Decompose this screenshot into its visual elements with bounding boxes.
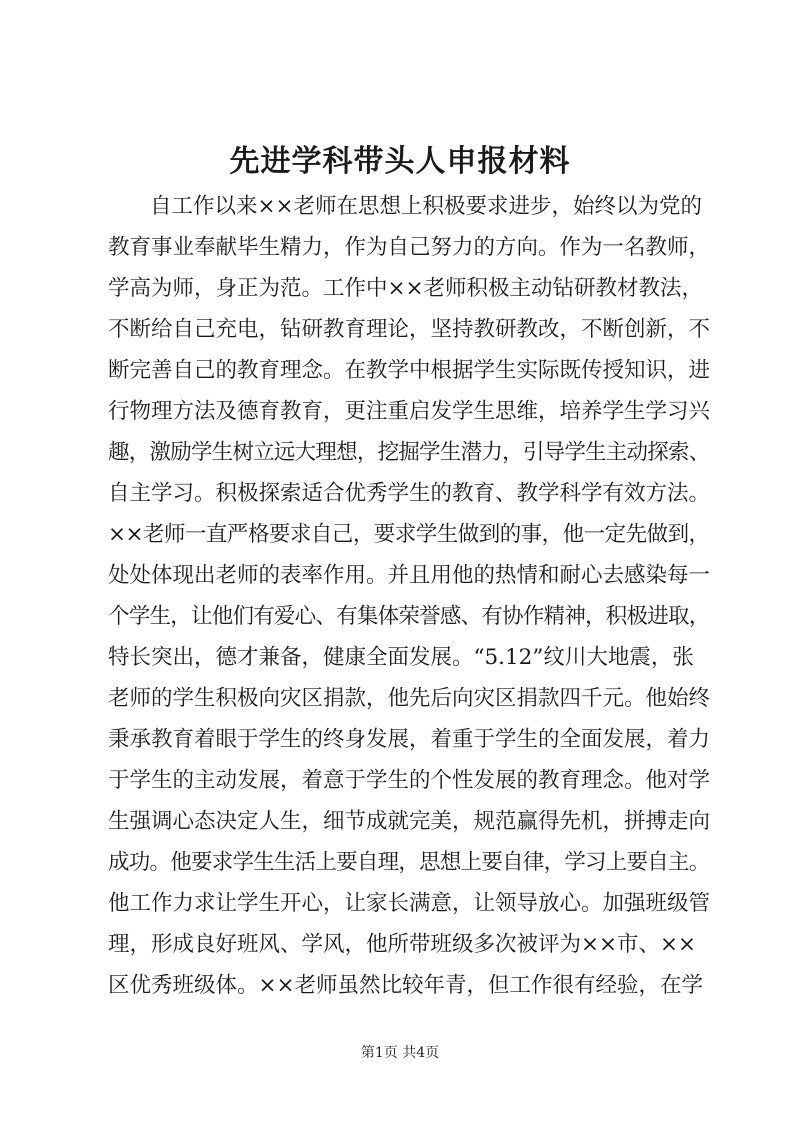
body-line: 特长突出，德才兼备，健康全面发展。“5.12”纹川大地震，张 <box>108 645 694 670</box>
body-line: 成功。他要求学生生活上要自理，思想上要自律，学习上要自主。 <box>108 850 710 875</box>
body-line: 区优秀班级体。××老师虽然比较年青，但工作很有经验，在学 <box>108 973 704 998</box>
body-line: 教育事业奉献毕生精力，作为自己努力的方向。作为一名教师， <box>108 235 711 260</box>
document-body <box>0 186 800 1006</box>
page-footer: 第1页 共4页 <box>360 1045 440 1061</box>
body-line: 于学生的主动发展，着意于学生的个性发展的教育理念。他对学 <box>108 768 711 793</box>
body-line: 个学生，让他们有爱心、有集体荣誉感、有协作精神，积极进取， <box>108 604 710 629</box>
body-line: 处处体现出老师的表率作用。并且用他的热情和耐心去感染每一 <box>108 563 711 588</box>
body-line: 不断给自己充电，钻研教育理论，坚持教研教改，不断创新，不 <box>108 317 711 342</box>
body-line: 老师的学生积极向灾区捐款，他先后向灾区捐款四千元。他始终 <box>108 686 711 711</box>
body-line: 生强调心态决定人生，细节成就完美，规范赢得先机，拼搏走向 <box>108 809 711 834</box>
body-line: 学高为师，身正为范。工作中××老师积极主动钻研教材教法， <box>108 276 704 301</box>
body-line: 他工作力求让学生开心，让家长满意，让领导放心。加强班级管 <box>108 891 711 916</box>
body-line: ××老师一直严格要求自己，要求学生做到的事，他一定先做到， <box>108 522 710 547</box>
body-line: 断完善自己的教育理念。在教学中根据学生实际既传授知识，进 <box>108 358 711 383</box>
body-line: 理，形成良好班风、学风，他所带班级多次被评为××市、×× <box>108 932 697 957</box>
document-title: 先进学科带头人申报材料 <box>229 144 571 179</box>
body-line: 行物理方法及德育教育，更注重启发学生思维，培养学生学习兴 <box>108 399 711 424</box>
body-line: 趣，激励学生树立远大理想，挖掘学生潜力，引导学生主动探索、 <box>108 440 710 465</box>
body-line: 自主学习。积极探索适合优秀学生的教育、教学科学有效方法。 <box>108 481 711 506</box>
body-line: 自工作以来××老师在思想上积极要求进步，始终以为党的 <box>150 194 703 219</box>
body-line: 秉承教育着眼于学生的终身发展，着重于学生的全面发展，着力 <box>108 727 711 752</box>
